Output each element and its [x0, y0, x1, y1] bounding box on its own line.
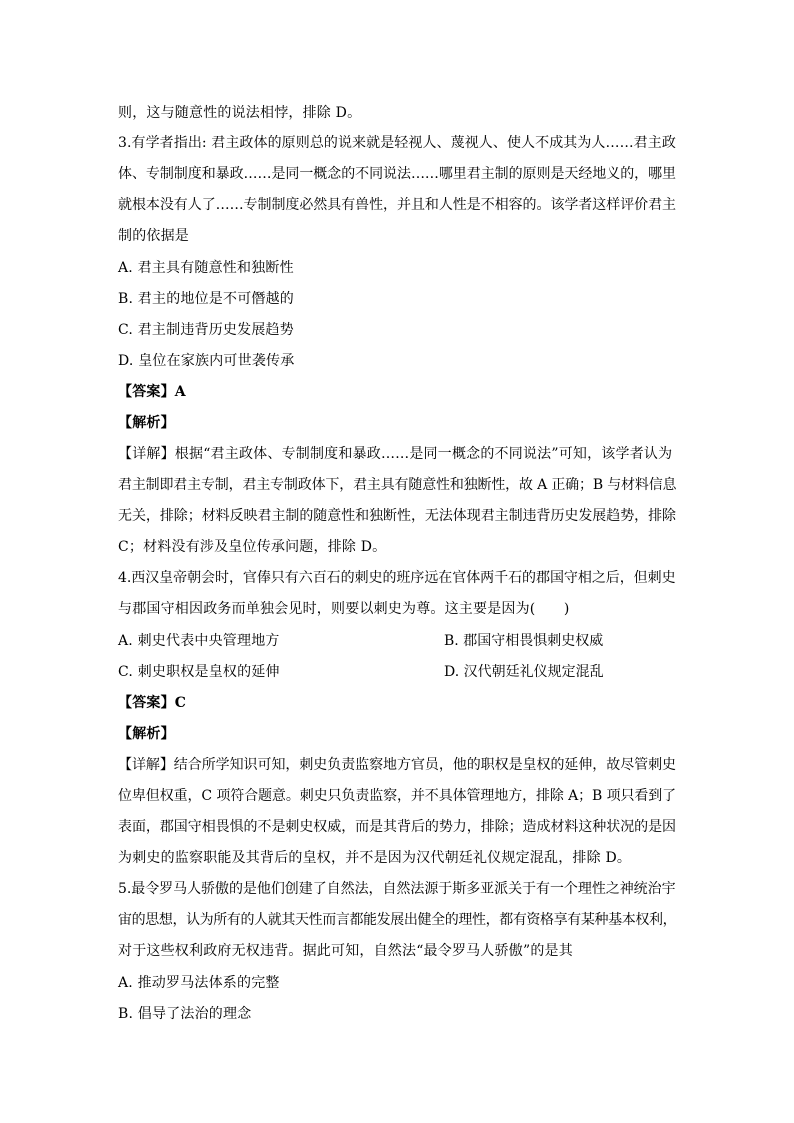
option-d: D. 皇位在家族内可世袭传承 — [118, 353, 295, 369]
option-b: B. 倡导了法治的理念 — [118, 1006, 252, 1022]
explanation-line: 君主制即君主专制，君主专制政体下，君主具有随意性和独断性，故 A 正确；B 与材料信息 — [118, 477, 677, 493]
text-line: 对于这些权利政府无权违背。据此可知，自然法“最令罗马人骄傲”的是其 — [118, 943, 573, 959]
option-c: C. 刺史职权是皇权的延伸 — [118, 664, 280, 680]
analysis-label: 【解析】 — [118, 415, 175, 431]
option-a: A. 刺史代表中央管理地方 — [118, 633, 280, 649]
analysis-label: 【解析】 — [118, 726, 175, 742]
option-a: A. 君主具有随意性和独断性 — [118, 260, 294, 276]
question-4-stem: 4.西汉皇帝朝会时，官俸只有六百石的刺史的班序远在官体两千石的郡国守相之后，但刺史 — [118, 570, 676, 586]
explanation-line: 为刺史的监察职能及其背后的皇权，并不是因为汉代朝廷礼仪规定混乱，排除 D。 — [118, 850, 632, 866]
text-line: 就根本没有人了……专制制度必然具有兽性，并且和人性是不相容的。该学者这样评价君主 — [118, 197, 676, 213]
question-5-stem: 5.最令罗马人骄傲的是他们创建了自然法，自然法源于斯多亚派关于有一个理性之神统治宇 — [118, 881, 676, 897]
option-d: D. 汉代朝廷礼仪规定混乱 — [444, 664, 604, 680]
explanation-line: 【详解】结合所学知识可知，刺史负责监察地方官员，他的职权是皇权的延伸，故尽管刺史 — [118, 757, 676, 773]
text-line: 体、专制制度和暴政……是同一概念的不同说法……哪里君主制的原则是天经地义的，哪里 — [118, 166, 676, 182]
option-b: B. 君主的地位是不可僭越的 — [118, 291, 294, 307]
explanation-line: 【详解】根据“君主政体、专制制度和暴政……是同一概念的不同说法”可知，该学者认为 — [118, 446, 673, 462]
text-line: 则，这与随意性的说法相悖，排除 D。 — [118, 105, 362, 121]
option-b: B. 郡国守相畏惧刺史权威 — [444, 633, 604, 649]
option-a: A. 推动罗马法体系的完整 — [118, 975, 280, 991]
text-line: 制的依据是 — [118, 228, 189, 244]
answer-label: 【答案】C — [118, 695, 187, 711]
text-line: 与郡国守相因政务而单独会见时，则要以刺史为尊。这主要是因为( ) — [118, 601, 570, 617]
answer-label: 【答案】A — [118, 384, 186, 400]
explanation-line: 无关，排除；材料反映君主制的随意性和独断性，无法体现君主制违背历史发展趋势，排除 — [118, 508, 676, 524]
option-c: C. 君主制违背历史发展趋势 — [118, 322, 294, 338]
question-3-stem: 3.有学者指出: 君主政体的原则总的说来就是轻视人、蔑视人、使人不成其为人……君主政 — [118, 135, 676, 151]
explanation-line: 位卑但权重，C 项符合题意。刺史只负责监察，并不具体管理地方，排除 A；B 项只看到了 — [118, 788, 677, 804]
explanation-line: 表面，郡国守相畏惧的不是刺史权威，而是其背后的势力，排除；造成材料这种状况的是因 — [118, 819, 676, 835]
text-line: 宙的思想，认为所有的人就其天性而言都能发展出健全的理性，都有资格享有某种基本权利， — [118, 912, 677, 928]
explanation-line: C；材料没有涉及皇位传承问题，排除 D。 — [118, 539, 387, 555]
